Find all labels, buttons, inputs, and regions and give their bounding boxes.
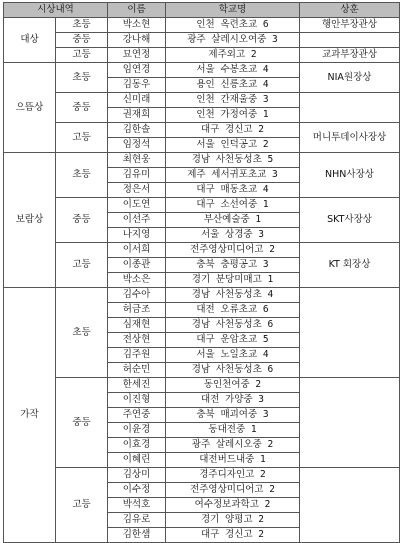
student-name-cell: 임연경	[108, 63, 166, 78]
school-name-cell: 인천 간재울중 3	[166, 93, 300, 108]
honor-cell	[300, 378, 400, 468]
school-name-cell: 경기 양평고 2	[166, 513, 300, 528]
student-name-cell: 이수정	[108, 483, 166, 498]
school-name-cell: 경남 사천동성초 6	[166, 363, 300, 378]
student-name-cell: 박소현	[108, 18, 166, 33]
student-name-cell: 임정석	[108, 138, 166, 153]
school-name-cell: 인천 옥련초교 6	[166, 18, 300, 33]
student-name-cell: 강나해	[108, 33, 166, 48]
student-name-cell: 정은서	[108, 183, 166, 198]
honor-cell	[300, 468, 400, 543]
school-name-cell: 대구 경신고 2	[166, 123, 300, 138]
student-name-cell: 박석호	[108, 498, 166, 513]
school-name-cell: 충북 충평공고 3	[166, 258, 300, 273]
header-honor: 상훈	[300, 3, 400, 18]
honor-cell	[300, 93, 400, 123]
school-name-cell: 대구 소선여중 1	[166, 198, 300, 213]
honor-cell: 교과부장관상	[300, 48, 400, 63]
student-name-cell: 김유로	[108, 513, 166, 528]
school-name-cell: 전주영상미디어고 2	[166, 483, 300, 498]
school-level-cell: 중등	[56, 33, 108, 48]
table-row	[4, 18, 400, 33]
honor-cell: NHN사장상	[300, 153, 400, 198]
school-name-cell: 서울 수봉초교 4	[166, 63, 300, 78]
school-name-cell: 서울 노일초교 4	[166, 348, 300, 363]
honor-cell	[300, 33, 400, 48]
school-level-cell: 고등	[56, 48, 108, 63]
student-name-cell: 전상현	[108, 333, 166, 348]
school-name-cell: 경주디자인고 2	[166, 468, 300, 483]
school-name-cell: 대전 오류초교 6	[166, 303, 300, 318]
student-name-cell: 박소은	[108, 273, 166, 288]
student-name-cell: 이종관	[108, 258, 166, 273]
school-level-cell: 고등	[56, 243, 108, 288]
student-name-cell: 김상미	[108, 468, 166, 483]
school-level-cell: 중등	[56, 198, 108, 243]
student-name-cell: 김한샘	[108, 528, 166, 543]
student-name-cell: 한세진	[108, 378, 166, 393]
table-row	[4, 33, 400, 48]
student-name-cell: 주연중	[108, 408, 166, 423]
student-name-cell: 이진형	[108, 393, 166, 408]
school-name-cell: 동인천여중 2	[166, 378, 300, 393]
header-school: 학교명	[166, 3, 300, 18]
student-name-cell: 신미래	[108, 93, 166, 108]
student-name-cell: 허금조	[108, 303, 166, 318]
award-table-body	[4, 18, 400, 543]
award-table	[3, 2, 400, 543]
honor-cell	[300, 288, 400, 378]
student-name-cell: 김동우	[108, 78, 166, 93]
student-name-cell: 최현웅	[108, 153, 166, 168]
school-level-cell: 초등	[56, 153, 108, 198]
table-row	[4, 243, 400, 258]
honor-cell: NIA원장상	[300, 63, 400, 93]
student-name-cell: 김주원	[108, 348, 166, 363]
school-name-cell: 서울 상경중 3	[166, 228, 300, 243]
school-level-cell: 초등	[56, 18, 108, 33]
honor-cell: KT 회장상	[300, 243, 400, 288]
header-award-category: 시상내역	[4, 3, 108, 18]
school-name-cell: 대구 경신고 2	[166, 528, 300, 543]
school-name-cell: 용인 신릉초교 4	[166, 78, 300, 93]
school-name-cell: 전주영상미디어고 2	[166, 243, 300, 258]
header-row	[4, 3, 400, 18]
school-name-cell: 광주 살레시오중 2	[166, 438, 300, 453]
student-name-cell: 나지영	[108, 228, 166, 243]
school-level-cell: 중등	[56, 93, 108, 123]
award-category-cell: 대상	[4, 18, 56, 63]
student-name-cell: 김수아	[108, 288, 166, 303]
school-level-cell: 고등	[56, 123, 108, 153]
school-name-cell: 경기 분당미매고 1	[166, 273, 300, 288]
student-name-cell: 김유미	[108, 168, 166, 183]
award-category-cell: 으뜸상	[4, 63, 56, 153]
school-name-cell: 대전 가양중 3	[166, 393, 300, 408]
school-level-cell: 초등	[56, 63, 108, 93]
student-name-cell: 이서희	[108, 243, 166, 258]
school-name-cell: 여수정보과학고 2	[166, 498, 300, 513]
table-row	[4, 63, 400, 78]
school-name-cell: 서울 인덕공고 2	[166, 138, 300, 153]
school-level-cell: 고등	[56, 468, 108, 543]
table-row	[4, 93, 400, 108]
student-name-cell: 허순민	[108, 363, 166, 378]
school-name-cell: 제주 세서귀포초교 3	[166, 168, 300, 183]
student-name-cell: 이윤경	[108, 423, 166, 438]
student-name-cell: 이효경	[108, 438, 166, 453]
school-name-cell: 동대전중 1	[166, 423, 300, 438]
school-name-cell: 부산예술중 1	[166, 213, 300, 228]
school-name-cell: 경남 사천동성초 6	[166, 318, 300, 333]
honor-cell: SKT사장상	[300, 198, 400, 243]
student-name-cell: 이선주	[108, 213, 166, 228]
table-row	[4, 288, 400, 303]
school-name-cell: 인천 가정여중 1	[166, 108, 300, 123]
school-name-cell: 제주외고 2	[166, 48, 300, 63]
header-name: 이름	[108, 3, 166, 18]
student-name-cell: 김한솔	[108, 123, 166, 138]
school-name-cell: 충북 매괴여중 3	[166, 408, 300, 423]
honor-cell: 머니투데이사장상	[300, 123, 400, 153]
table-row	[4, 378, 400, 393]
award-table-sheet	[3, 2, 400, 543]
table-row	[4, 468, 400, 483]
student-name-cell: 이도연	[108, 198, 166, 213]
school-name-cell: 경남 사천동성초 4	[166, 288, 300, 303]
school-name-cell: 대전버드내중 1	[166, 453, 300, 468]
student-name-cell: 심재현	[108, 318, 166, 333]
honor-cell: 행안부장관상	[300, 18, 400, 33]
student-name-cell: 권재희	[108, 108, 166, 123]
school-name-cell: 대구 매동초교 4	[166, 183, 300, 198]
table-row	[4, 123, 400, 138]
student-name-cell: 이혜린	[108, 453, 166, 468]
school-level-cell: 초등	[56, 288, 108, 378]
student-name-cell: 묘연정	[108, 48, 166, 63]
school-name-cell: 대구 운암초교 5	[166, 333, 300, 348]
table-row	[4, 198, 400, 213]
award-category-cell: 보람상	[4, 153, 56, 288]
award-category-cell: 가작	[4, 288, 56, 543]
table-row	[4, 153, 400, 168]
school-name-cell: 광주 살레시오여중 3	[166, 33, 300, 48]
table-row	[4, 48, 400, 63]
school-level-cell: 중등	[56, 378, 108, 468]
school-name-cell: 경남 사천동성초 5	[166, 153, 300, 168]
